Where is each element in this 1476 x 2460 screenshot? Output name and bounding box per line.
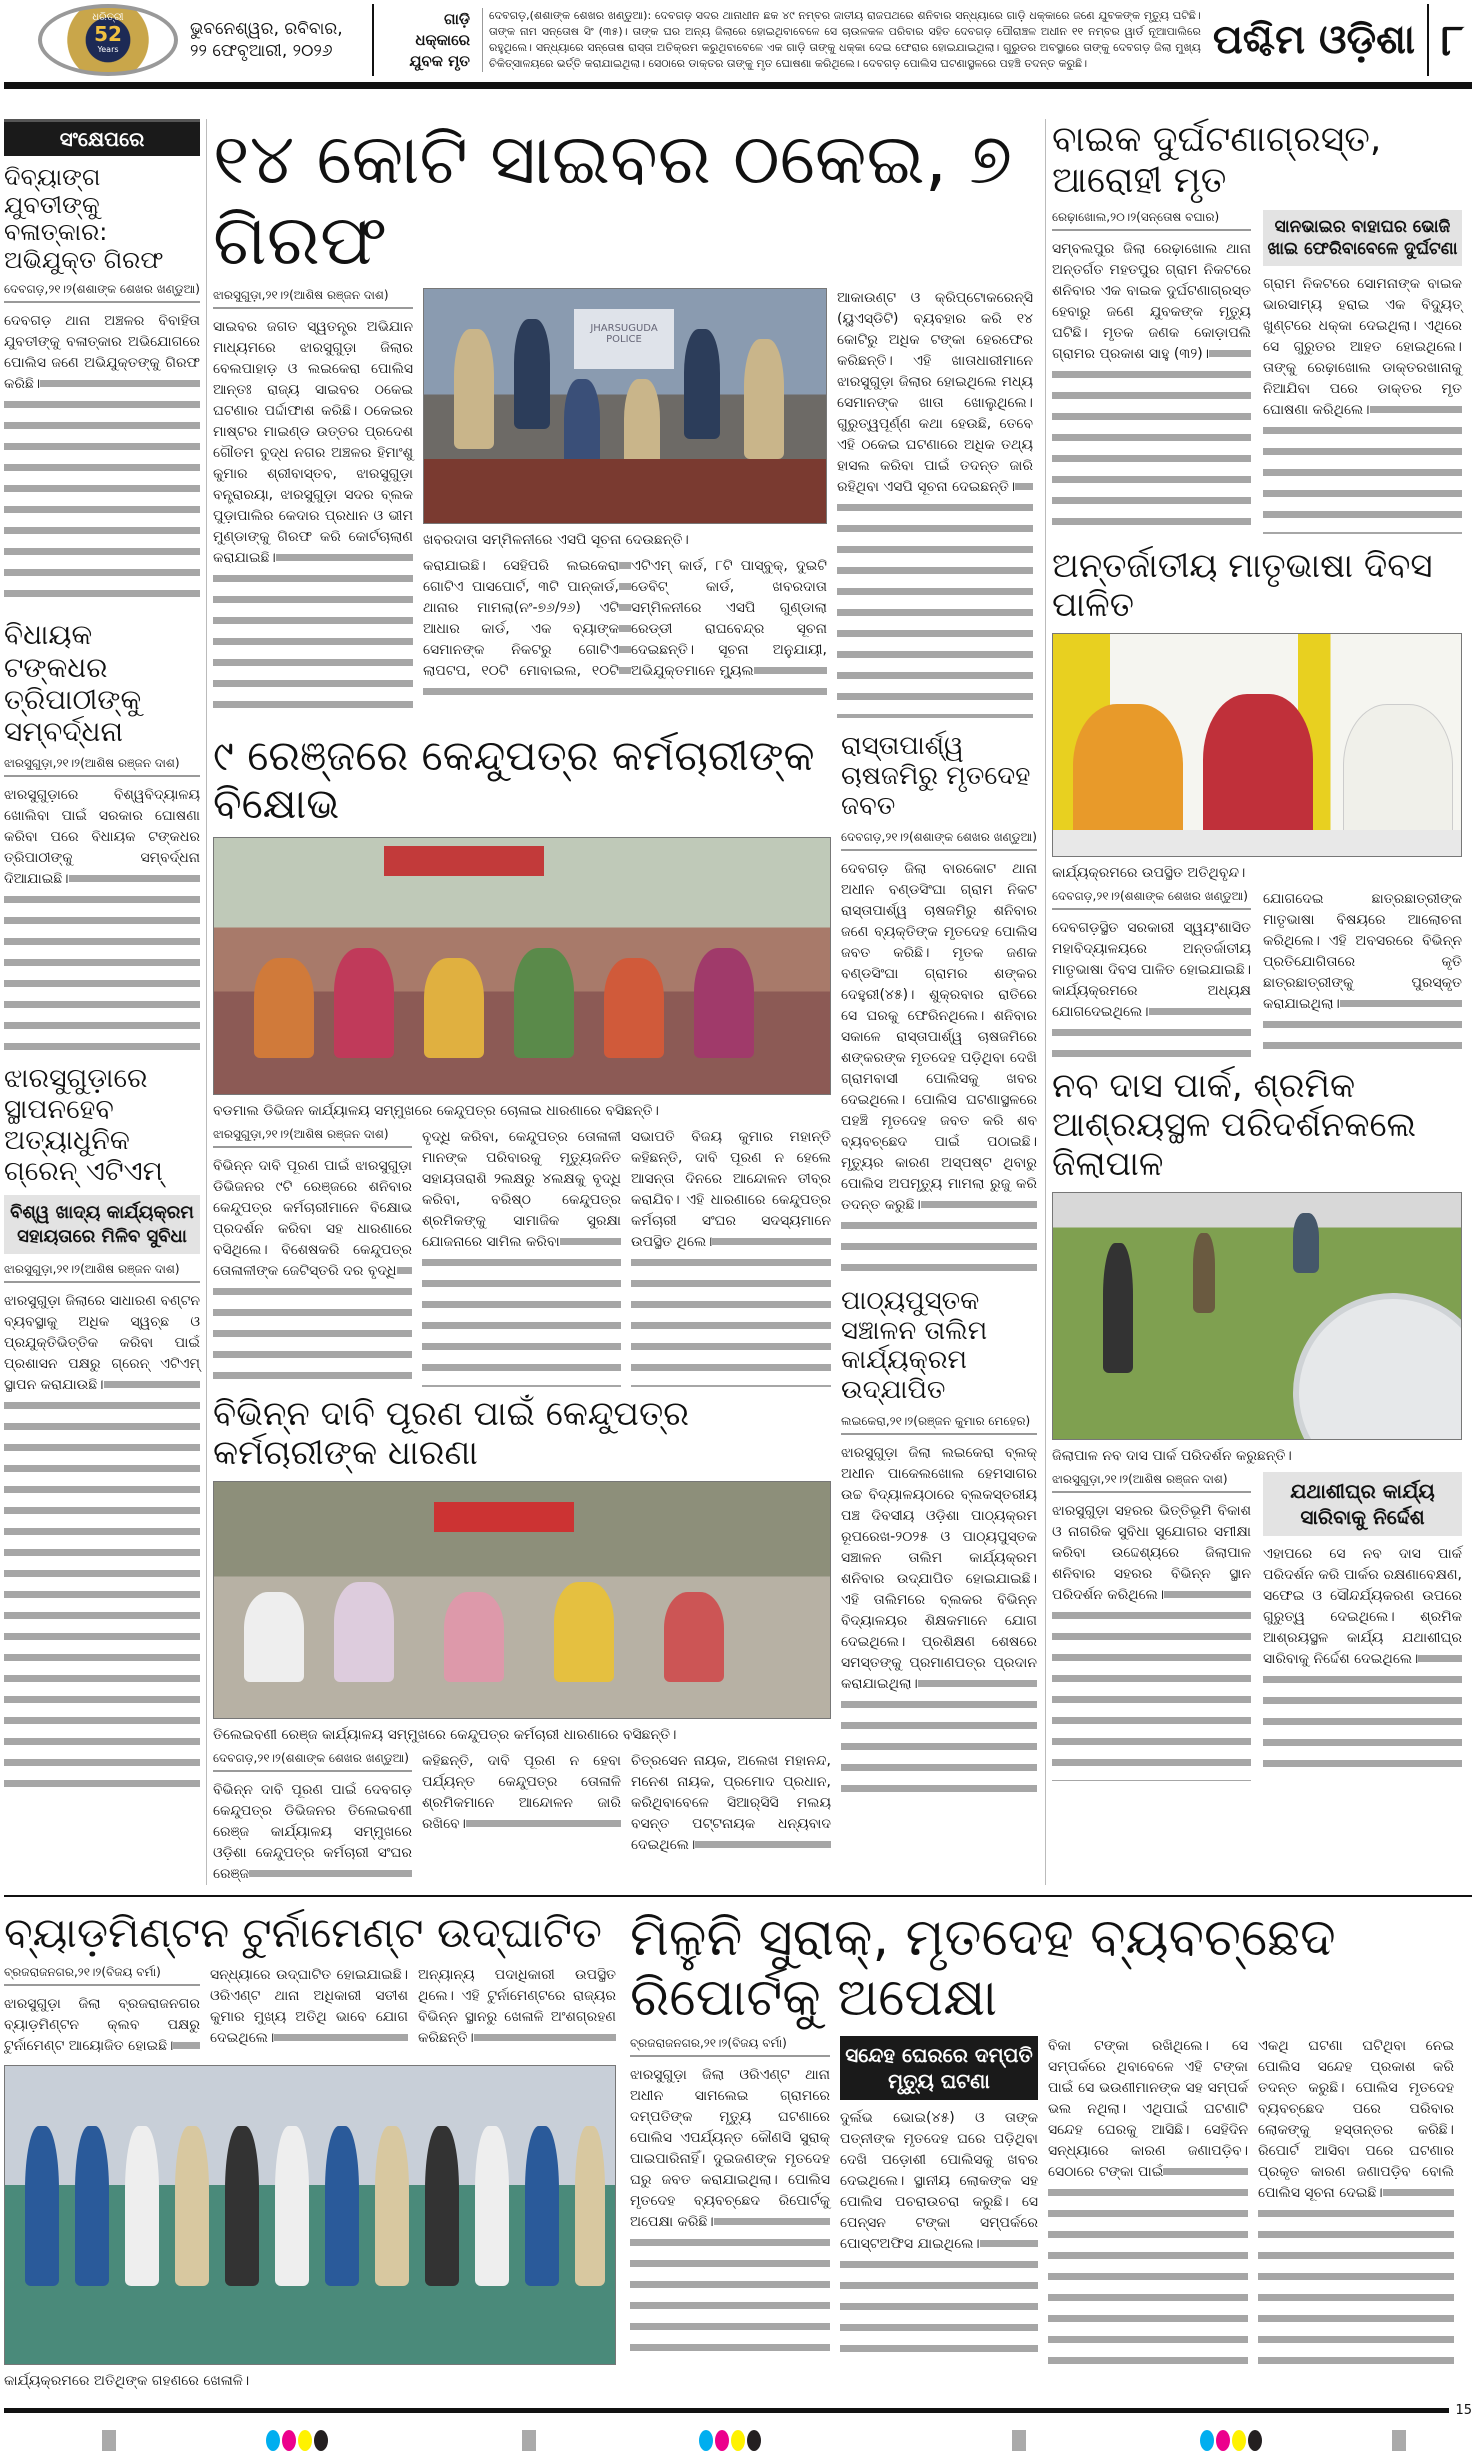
article-text: କହିଛନ୍ତି, ଦାବି ପୂରଣ ନ ହେବା ପର୍ଯ୍ୟନ୍ତ କେନ୍ଦୁପତ୍ର ତୋଳାଳି ଶ୍ରମିକମାନେ ଆନ୍ଦୋଳନ ଜାରି ରଖିବେ। [422,1752,621,1832]
section-title: ପଶ୍ଚିମ ଓଡ଼ିଶା [1212,17,1416,63]
article-body [4,1291,200,1791]
article-body [423,556,827,706]
gray-swatch [1012,2430,1026,2451]
article-body [4,311,200,611]
color-dot [1216,2430,1230,2451]
column-divider [206,119,207,1885]
article-body [837,288,1033,718]
middle-column [213,119,1039,1885]
logo-years-label: Years [97,45,119,54]
article-body [213,1780,412,1885]
color-dot [1232,2430,1246,2451]
article-text: ଆକାଉଣ୍ଟ ଓ କ୍ରିପ୍ଟୋକରେନ୍ସି (ୟୁଏସ୍‌ଡିଟି) ବ୍ୟବହାର କରି ୧୪ କୋଟିରୁ ଅଧିକ ଟଙ୍କା ହେରଫେର କରିଛନ୍ତି। ଏହି ଖାତାଧାରୀମାନେ ଝାରସୁଗୁଡ଼ା ଜିଲାର ହୋଇଥିଲେ ମଧ୍ୟ ସେମାନଙ୍କ ଖାତା ଖୋଲୁଥିଲେ। ଗୁରୁତ୍ୱପୂର୍ଣ୍ଣ କଥା ହେଉଛି, ତେବେ ଏହି ଠକେଇ ଘଟଣାରେ ଅଧିକ ତଥ୍ୟ ହାସଲ କରିବା ପାଇଁ ତଦନ୍ତ ଜାରି ରହିଥିବା ଏସପି ସୂଚନା ଦେଇଛନ୍ତି। [837,290,1033,495]
byline: ଦେବଗଡ଼,୨୧।୨(ଶଶାଙ୍କ ଶେଖର ଖଣ୍ଡୁଆ) [841,830,1037,851]
article-text: ଝାରସୁଗୁଡ଼ା ସହରର ଭିତ୍ତିଭୂମି ବିକାଶ ଓ ନାଗରିକ ସୁବିଧା ସୁଯୋଗର ସମୀକ୍ଷା କରିବା ଉଦ୍ଦେଶ୍ୟରେ ଜିଲାପାଳ ଶନିବାର ସହରର ବିଭିନ୍ନ ସ୍ଥାନ ପରିଦର୍ଶନ କରିଥିଲେ। [1052,1503,1251,1604]
article-text: ବିଭିନ୍ନ ଦାବି ପୂରଣ ପାଇଁ ଦେବଗଡ଼ କେନ୍ଦୁପତ୍ର ଡିଭିଜନର ତିଲେଇବଣୀ ରେଞ୍ଜ କାର୍ଯ୍ୟାଳୟ ସମ୍ମୁଖରେ ଓଡ଼ିଶା କେନ୍ଦୁପତ୍ର କର୍ମଚାରୀ ସଂଘର ରେଞ୍ଜ [213,1781,412,1882]
article-body [422,1127,621,1387]
subhead-box: ସାନଭାଇର ବାହାଘର ଭୋଜି ଖାଇ ଫେରିବାବେଳେ ଦୁର୍ଘଟଣା [1263,210,1462,266]
brief-label: ଗାଡ଼ି ଧକ୍କାରେ ଯୁବକ ମୃତ [409,9,470,70]
article-text: ଦେବଗଡ଼ସ୍ଥିତ ସରକାରୀ ସ୍ୱୟଂଶାସିତ ମହାବିଦ୍ୟାଳୟରେ ଅନ୍ତର୍ଜାତୀୟ ମାତୃଭାଷା ଦିବସ ପାଳିତ ହୋଇଯାଇଛି। କାର୍ଯ୍ୟକ୍ରମରେ ଅଧ୍ୟକ୍ଷ ଯୋଗଦେଇଥିଲେ। [1052,919,1251,1020]
photo-mother-language-day [1052,633,1462,857]
byline: ବ୍ରଜରାଜନଗର,୨୧।୨(ବିଜୟ ବର୍ମା) [4,1965,200,1986]
article-text: ଝାରସୁଗୁଡ଼ା ଜିଲା ଓରିଏଣ୍ଟ ଥାନା ଅଧୀନ ସାମଲେଇ ଗ୍ରାମରେ ଦମ୍ପତିଙ୍କ ମୃତ୍ୟୁ ଘଟଣାରେ ପୋଲିସ ଏପର୍ଯ୍ୟନ୍ତ କୌଣସି ସୁରାକ୍ ପାଇପାରିନାହିଁ। ଦୁଇଜଣଙ୍କ ମୃତଦେହ ଘରୁ ଜବତ କରାଯାଇଥିଲା। ପୋଲିସ ମୃତଦେହ ବ୍ୟବଚ୍ଛେଦ ରିପୋର୍ଟକୁ ଅପେକ୍ଷା କରିଛି। [630,2067,830,2231]
byline: ଦେବଗଡ଼,୨୧।୨(ଶଶାଙ୍କ ଶେଖର ଖଣ୍ଡୁଆ) [1052,889,1251,910]
article-text: ଏକଥି ଘଟଣା ଘଟିଥିବା ନେଇ ପୋଲିସ ସନ୍ଦେହ ପ୍ରକାଶ କରି ତଦନ୍ତ କରୁଛି। ପୋଲିସ ମୃତଦେହ ବ୍ୟବଚ୍ଛେଦ ପରେ ପରିବାର ଲୋକଙ୍କୁ ହସ୍ତାନ୍ତର କରିଛି। ରିପୋର୍ଟ ଆସିବା ପରେ ଘଟଣାର ପ୍ରକୃତ କାରଣ ଜଣାପଡ଼ିବ ବୋଲି ପୋଲିସ ସୂଚନା ଦେଇଛି। [1258,2038,1454,2202]
byline: ଦେବଗଡ଼,୨୧।୨(ଶଶାଙ୍କ ଶେଖର ଖଣ୍ଡୁଆ) [213,1751,412,1772]
left-column [4,119,200,1791]
photo-caption: କାର୍ଯ୍ୟକ୍ରମରେ ଉପସ୍ଥିତ ଅତିଥିବୃନ୍ଦ। [1052,864,1246,881]
brief-text: ଦେବଗଡ଼,(ଶଶାଙ୍କ ଶେଖର ଖଣ୍ଡୁଆ): ଦେବଗଡ଼ ସଦର ଥାନାଧୀନ ଛକ ୪୯ ନମ୍ବର ଜାତୀୟ ରାଜପଥରେ ଶନିବାର ସନ୍ଧ୍ୟାରେ ଗାଡ଼ି ଧକ୍କାରେ ଜଣେ ଯୁବକଙ୍କ ମୃତ୍ୟୁ ଘଟିଛି। ତାଙ୍କ ନାମ ସନ୍ତୋଷ ସିଂ (୩୫)। ତାଙ୍କ ଘର ଅନ୍ୟ ଜିଲାରେ ହୋଇଥିବାବେଳେ ସେ ଚାଉଳକଳ ପରିବାର ସହିତ ଦେବଗଡ଼ ପୌରାଞ୍ଚଳ ଅଧୀନ ୧୧ ନମ୍ବର ୱାର୍ଡ ନୂଆପାଲିରେ ରହୁଥିଲେ। ସନ୍ଧ୍ୟାରେ ସନ୍ତୋଷ ରାସ୍ତା ଅତିକ୍ରମ କରୁଥିବାବେଳେ ଏକ ଗାଡ଼ି ତାଙ୍କୁ ଧକ୍କା ଦେଇ ଫେରାର ହୋଇଯାଇଥିଲା। ଗୁରୁତର ଅବସ୍ଥାରେ ତାଙ୍କୁ ଦେବଗଡ଼ ଜିଲା ମୁଖ୍ୟ ଚିକିତ୍ସାଳୟରେ ଭର୍ତ୍ତି କରାଯାଇଥିଲା। ସେଠାରେ ଡାକ୍ତର ତାଙ୍କୁ ମୃତ ଘୋଷଣା କରିଥିଲେ। ଦେବଗଡ଼ ପୋଲିସ ଘଟଣାସ୍ଥଳରେ ପହଞ୍ଚି ତଦନ୍ତ କରୁଛି। [482,8,1201,72]
byline: ଦେବଗଡ଼,୨୧।୨(ଶଶାଙ୍କ ଶେଖର ଖଣ୍ଡୁଆ) [4,282,200,303]
article-body [1052,239,1251,539]
article-body [422,1751,621,1835]
article-body [210,1965,408,2049]
byline: ଝାରସୁଗୁଡ଼ା,୨୧।୨(ଆଶିଷ ରଞ୍ଜନ ଦାଶ) [213,288,413,309]
article-text: ଚିତ୍ରସେନ ନାୟକ, ଅଲେଖ ମହାନନ୍ଦ, ମନେଶ ନାୟକ, ପ୍ରମୋଦ ପ୍ରଧାନ, କରିଥିବାବେଳେ ସିଆର୍‌ସିସି ମଲୟ ବସନ୍ତ ପଟ୍ଟନାୟକ ଧନ୍ୟବାଦ ଦେଇଥିଲେ। [631,1752,831,1853]
article-text: ଗ୍ରାମ ନିକଟରେ ସୋମନାଙ୍କ ବାଇକ ଭାରସାମ୍ୟ ହରାଇ ଏକ ବିଦ୍ୟୁତ୍ ଖୁଣ୍ଟରେ ଧକ୍କା ଦେଇଥିଲା। ଏଥିରେ ସେ ଗୁରୁତର ଆହତ ହୋଇଥିଲେ। ତାଙ୍କୁ ରେଢ଼ାଖୋଲ ଡାକ୍ତରଖାନାକୁ ନିଆଯିବା ପରେ ଡାକ୍ତର ମୃତ ଘୋଷଣା କରିଥିଲେ। [1263,275,1462,418]
article-body [631,1751,831,1856]
section-label-box [4,119,200,156]
headline-bike-accident: ବାଇକ ଦୁର୍ଘଟଣାଗ୍ରସ୍ତ, ଆରୋହୀ ମୃତ [1052,119,1382,202]
color-dot [747,2430,761,2451]
edition-city-day: ଭୁବନେଶ୍ୱର, ରବିବାର, [190,19,343,39]
color-dot [298,2430,312,2451]
headline-couple-death: ମିଳୁନି ସୁରାକ୍, ମୃତଦେହ ବ୍ୟବଚ୍ଛେଦ ରିପୋର୍ଟକୁ ଅପେକ୍ଷା [630,1907,1336,2028]
page-number: ୮ [1441,14,1464,66]
article-text: ବିକା ଟଙ୍କା ରଖିଥିଲେ। ସେ ସମ୍ପର୍କରେ ଥିବାବେଳେ ଏହି ଟଙ୍କା ପାଇଁ ସେ ଭଉଣୀମାନଙ୍କ ସହ ସମ୍ପର୍କ ଭଲ ନଥିଲା। ଏଥିପାଇଁ ଘଟଣାଟି ସନ୍ଦେହ ଘେରକୁ ଆସିଛି। ସେହିଦିନ ସନ୍ଧ୍ୟାରେ କାରଣ ଜଣାପଡ଼ିବ। ସେଠାରେ ଟଙ୍କା ପାଇଁ [1048,2038,1248,2181]
article-text: ଅନ୍ୟାନ୍ୟ ପଦାଧିକାରୀ ଉପସ୍ଥିତ ଥିଲେ। ଏହି ଟୁର୍ନାମେଣ୍ଟରେ ରାଜ୍ୟର ବିଭିନ୍ନ ସ୍ଥାନରୁ ଖେଳାଳି ଅଂଶଗ୍ରହଣ କରିଛନ୍ତି। [418,1967,616,2047]
footer-rule [4,2408,1449,2413]
gray-swatch [522,2430,536,2451]
masthead [4,0,1472,76]
article-body [4,1994,200,2057]
article-body [1052,1501,1251,1781]
footer [4,2403,1472,2418]
photo-badminton [4,2065,616,2365]
byline: ଝାରସୁଗୁଡ଼ା,୨୧।୨(ଆଶିଷ ରଞ୍ଜନ ଦାଶ) [1052,1472,1251,1493]
color-dot [314,2430,328,2451]
article-text: ଦୁର୍ଲଭ ଭୋଇ(୪୫) ଓ ତାଙ୍କ ପତ୍ନୀଙ୍କ ମୃତଦେହ ଘରେ ପଡ଼ିଥିବା ଦେଖି ପଡ଼ୋଶୀ ପୋଲିସକୁ ଖବର ଦେଇଥିଲେ। ସ୍ଥାନୀୟ ଲୋକଙ୍କ ସହ ପୋଲିସ ପଚରାଉଚରା କରୁଛି। ସେ ପେନ୍‌ସନ ଟଙ୍କା ସମ୍ପର୍କରେ ପୋସ୍ଟଅଫିସ ଯାଇଥିଲେ। [840,2110,1038,2253]
headline-mla-felicitation: ବିଧାୟକ ଟଙ୍କଧର ତ୍ରିପାଠୀଙ୍କୁ ସମ୍ବର୍ଦ୍ଧନା [4,618,142,748]
headline-kendu-dharana: ବିଭିନ୍ନ ଦାବି ପୂରଣ ପାଇଁ କେନ୍ଦୁପତ୍ର କର୍ମଚାରୀଙ୍କ ଧାରଣା [213,1393,689,1473]
subhead-box: ସନ୍ଦେହ ଘେରରେ ଦମ୍ପତି ମୃତ୍ୟୁ ଘଟଣା [840,2036,1038,2100]
article-body [4,785,200,1055]
right-column [1052,119,1462,1781]
divider [372,4,374,76]
article-text: ସମ୍ବଲପୁର ଜିଲା ରେଢ଼ାଖୋଲ ଥାନା ଅନ୍ତର୍ଗତ ମହତପୁର ଗ୍ରାମ ନିକଟରେ ଶନିବାର ଏକ ବାଇକ ଦୁର୍ଘଟଣାଗ୍ରସ୍ତ ହେବାରୁ ଜଣେ ଯୁବକଙ୍କ ମୃତ୍ୟୁ ଘଟିଛି। ମୃତକ ଜଣକ କୋଡ଼ାପଲି ଗ୍ରାମର ପ୍ରକାଶ ସାହୁ (୩୨)। [1052,240,1251,362]
subhead-box: ଯଥାଶୀଘ୍ର କାର୍ଯ୍ୟ ସାରିବାକୁ ନିର୍ଦ୍ଦେଶ [1263,1472,1462,1536]
byline: ଝାରସୁଗୁଡ଼ା,୨୧।୨(ଆଶିଷ ରଞ୍ଜନ ଦାଶ) [213,1127,412,1148]
color-dot [1200,2430,1214,2451]
photo-caption: ଖବରଦାତା ସମ୍ମିଳନୀରେ ଏସପି ସୂଚନା ଦେଉଛନ୍ତି। [423,532,689,548]
color-dot [715,2430,729,2451]
article-body [418,1965,616,2049]
article-text: ଝାରସୁଗୁଡ଼ା ଜିଲା ଲଇକେରା ବ୍ଲକ୍ ଅଧୀନ ପାକେଲଖୋଲ ହେମସାଗର ଉଚ୍ଚ ବିଦ୍ୟାଳୟଠାରେ ବ୍ଲକସ୍ତରୀୟ ପଞ୍ଚ ଦିବସୀୟ ଓଡ଼ିଶା ପାଠ୍ୟକ୍ରମ ରୂପରେଖ-୨୦୨୫ ଓ ପାଠ୍ୟପୁସ୍ତକ ସଞ୍ଚାଳନ ତାଲିମ କାର୍ଯ୍ୟକ୍ରମ ଶନିବାର ଉଦ୍‌ଯାପିତ ହୋଇଯାଇଛି। ଏହି ତାଲିମରେ ବ୍ଲକର ବିଭିନ୍ନ ବିଦ୍ୟାଳୟର ଶିକ୍ଷକମାନେ ଯୋଗ ଦେଇଥିଲେ। ପ୍ରଶିକ୍ଷଣ ଶେଷରେ ସମସ୍ତଙ୍କୁ ପ୍ରମାଣପତ୍ର ପ୍ରଦାନ କରାଯାଇଥିଲା। [841,1445,1037,1693]
byline: ରେଢ଼ାଖୋଲ,୨୦।୨(ସନ୍ତୋଷ ବଘାର) [1052,210,1251,231]
article-text: କରାଯାଇଛି। ସେହିପରି ଲଇକେରା ଗୋଟିଏ ପାସପୋର୍ଟ, ୩ଟି ପାନ୍‌କାର୍ଡ, ଥାନାର ମାମଲା(ନଂ-୭୬/୨୬) ଏଟି ଆଧାର କାର୍ଡ, ଏକ ବ୍ୟାଙ୍କ ସେମାନଙ୍କ ନିକଟରୁ ଗୋଟିଏ ଲାପଟପ, ୧୦ଟି ମୋବାଇଲ, ୧୦ଟି ଏଟିଏମ୍ କାର୍ଡ, ୮ଟି ପାସ୍‌ବୁକ୍, ଦୁଇଟି ଡେବିଟ୍ କାର୍ଡ, ଖବରଦାତା ସମ୍ମିଳନୀରେ ଏସପି ଗୁଣ୍ଡାଲା ରେଡ୍ଡୀ ରାଘବେନ୍ଦ୍ର ସୂଚନା ଦେଇଛନ୍ତି। ସୂଚନା ଅନୁଯାୟୀ, ଅଭିଯୁକ୍ତମାନେ ମ୍ୟୁଲ [423,558,827,679]
section-rule [4,1895,1472,1897]
article-text: ବୃଦ୍ଧି କରିବା, କେନ୍ଦୁପତ୍ର ତୋଳାଳୀ ମାନଙ୍କ ପରିବାରକୁ ମୃତ୍ୟୁଜନିତ ସହାୟତାରାଶି ୨ଲକ୍ଷରୁ ୪ଲକ୍ଷକୁ ବୃଦ୍ଧି କରିବା, ବରିଷ୍ଠ କେନ୍ଦୁପତ୍ର ଶ୍ରମିକଙ୍କୁ ସାମାଜିକ ସୁରକ୍ଷା ଯୋଜନାରେ ସାମିଲ କରିବା [422,1128,621,1250]
headline-badminton: ବ୍ୟାଡ଼ମିଣ୍ଟନ ଟୁର୍ନାମେଣ୍ଟ ଉଦ୍‌ଘାଟିତ [4,1907,602,1957]
logo-text: ଧରିତ୍ରୀ [92,12,124,23]
article-text: ଝାରସୁଗୁଡ଼ା ଜିଲା ବ୍ରଜରାଜନଗର ବ୍ୟାଡ଼ମିଣ୍ଟନ କ୍ଲବ ପକ୍ଷରୁ ଟୁର୍ନାମେଣ୍ଟ ଆୟୋଜିତ ହୋଇଛି। [4,1996,200,2055]
photo-caption: ବଡମାଲ ଡିଭିଜନ କାର୍ଯ୍ୟାଳୟ ସମ୍ମୁଖରେ କେନ୍ଦୁପତ୍ର ଚୋଳାଇ ଧାରଣାରେ ବସିଛନ୍ତି। [213,1102,659,1119]
article-body [1263,1544,1462,1774]
photo-protest [213,837,831,1095]
photo-caption: କାର୍ଯ୍ୟକ୍ରମରେ ଅତିଥିଙ୍କ ଗହଣରେ ଖେଳାଳି। [4,2373,250,2390]
main-headline: ୧୪ କୋଟି ସାଇବର ଠକେଇ, ୭ ଗିରଫ [213,118,1013,281]
section-label: ସଂକ୍ଷେପରେ [59,127,145,151]
edition-date: ୨୨ ଫେବୃଆରୀ, ୨୦୨୬ [190,41,333,61]
color-dot [266,2430,280,2451]
article-body [840,2108,1038,2358]
headline-body-found: ରାସ୍ତାପାର୍ଶ୍ୱ ଚାଷଜମିରୁ ମୃତଦେହ ଜବତ [841,731,1031,821]
column-divider [1045,119,1046,1885]
headline-grain-atm: ଝାରସୁଗୁଡ଼ାରେ ସ୍ଥାପନହେବ ଅତ୍ୟାଧୁନିକ ଗ୍ରେନ୍ ଏଟିଏମ୍ [4,1063,163,1188]
article-body [213,317,413,717]
photo-caption: ଜିଲାପାଳ ନବ ଦାସ ପାର୍କ ପରିଦର୍ଶନ କରୁଛନ୍ତି। [1052,1448,1292,1465]
article-text: ଦେବଗଡ଼ ଥାନା ଅଞ୍ଚଳର ବିବାହିତା ଯୁବତୀଙ୍କୁ ବଳାତ୍କାର ଅଭିଯୋଗରେ ପୋଲିସ ଜଣେ ଅଭିଯୁକ୍ତଙ୍କୁ ଗିରଫ କରିଛି। [4,313,200,393]
divider [1427,4,1429,76]
article-body [1052,918,1251,1058]
color-dot [1248,2430,1262,2451]
article-body [1048,2036,1248,2366]
article-text: ଝାରସୁଗୁଡ଼ାରେ ବିଶ୍ୱବିଦ୍ୟାଳୟ ଖୋଲିବା ପାଇଁ ସରକାର ଘୋଷଣା କରିବା ପରେ ବିଧାୟକ ଟଙ୍କଧର ତ୍ରିପାଠୀଙ୍କୁ ସମ୍ବର୍ଦ୍ଧନା ଦିଆଯାଇଛି। [4,787,200,888]
article-text: ସଭାପତି ବିଜୟ କୁମାର ମହାନ୍ତି କହିଛନ୍ତି, ଦାବି ପୂରଣ ନ ହେଲେ ଆସନ୍ତା ଦିନରେ ଆନ୍ଦୋଳନ ତୀବ୍ର କରାଯିବ। ଏହି ଧାରଣାରେ କେନ୍ଦୁପତ୍ର କର୍ମଚାରୀ ସଂଘର ସଦସ୍ୟମାନେ ଉପସ୍ଥିତ ଥିଲେ। [631,1128,831,1250]
registration-marks [4,2430,1472,2460]
article-body [1263,274,1462,534]
byline: ବ୍ରଜରାଜନଗର,୨୧।୨(ବିଜୟ ବର୍ମା) [630,2036,830,2057]
byline: ଲଇକେରା,୨୧।୨(ରଞ୍ଜନ କୁମାର ମେହେର) [841,1414,1037,1435]
headline-range-protest: ୯ ରେଞ୍ଜରେ କେନ୍ଦୁପତ୍ର କର୍ମଚାରୀଙ୍କ ବିକ୍ଷୋଭ [213,731,815,829]
article-body [630,2065,830,2365]
photo-caption: ତିଲେଇବଣୀ ରେଞ୍ଜ କାର୍ଯ୍ୟାଳୟ ସମ୍ମୁଖରେ କେନ୍ଦୁପତ୍ର କର୍ମଚାରୀ ଧାରଣାରେ ବସିଛନ୍ତି। [213,1726,677,1743]
photo-press-meet [423,288,827,524]
byline: ଝାରସୁଗୁଡ଼ା,୨୧।୨(ଆଶିଷ ରଞ୍ଜନ ଦାଶ) [4,756,200,777]
bottom-section [4,1909,1472,2389]
article-body [631,1127,831,1387]
headline-mother-language-day: ଅନ୍ତର୍ଜାତୀୟ ମାତୃଭାଷା ଦିବସ ପାଳିତ [1052,545,1433,625]
top-section [4,119,1472,1885]
article-text: ଦେବଗଡ଼ ଜିଲା ବାରକୋଟ ଥାନା ଅଧୀନ ବଣ୍ଡସିଂଘା ଗ୍ରାମ ନିକଟ ରାସ୍ତାପାର୍ଶ୍ୱ ଚାଷଜମିରୁ ଶନିବାର ଜଣେ ବ୍ୟକ୍ତିଙ୍କ ମୃତଦେହ ପୋଲିସ ଜବତ କରିଛି। ମୃତକ ଜଣକ ବଣ୍ଡସିଂଘା ଗ୍ରାମର ଶଙ୍କର ଦେହୁରୀ(୪୫)। ଶୁକ୍ରବାର ରାତିରେ ସେ ଘରକୁ ଫେରିନଥିଲେ। ଶନିବାର ସକାଳେ ରାସ୍ତାପାର୍ଶ୍ୱ ଚାଷଜମିରେ ଶଙ୍କରଙ୍କ ମୃତଦେହ ପଡ଼ିଥିବା ଦେଖି ଗ୍ରାମବାସୀ ପୋଲିସକୁ ଖବର ଦେଇଥିଲେ। ପୋଲିସ ଘଟଣାସ୍ଥଳରେ ପହଞ୍ଚି ମୃତଦେହ ଜବତ କରି ଶବ ବ୍ୟବଚ୍ଛେଦ ପାଇଁ ପଠାଇଛି। ମୃତ୍ୟୁର କାରଣ ଅସ୍ପଷ୍ଟ ଥିବାରୁ ପୋଲିସ ଅପମୃତ୍ୟୁ ମାମଲା ରୁଜୁ କରି ତଦନ୍ତ କରୁଛି। [841,860,1037,1213]
article-text: ଝାରସୁଗୁଡ଼ା ଜିଲାରେ ସାଧାରଣ ବଣ୍ଟନ ବ୍ୟବସ୍ଥାକୁ ଅଧିକ ସ୍ୱଚ୍ଛ ଓ ପ୍ରଯୁକ୍ତିଭିତ୍ତିକ କରିବା ପାଇଁ ପ୍ରଶାସନ ପକ୍ଷରୁ ଗ୍ରେନ୍ ଏଟିଏମ୍ ସ୍ଥାପନ କରାଯାଉଛି। [4,1293,200,1394]
masthead-rule [4,82,1472,89]
byline: ଝାରସୁଗୁଡ଼ା,୨୧।୨(ଆଶିଷ ରଞ୍ଜନ ଦାଶ) [4,1262,200,1283]
headline-textbook-training: ପାଠ୍ୟପୁସ୍ତକ ସଞ୍ଚାଳନ ତାଲିମ କାର୍ଯ୍ୟକ୍ରମ ଉଦ୍‌ଯାପିତ [841,1285,988,1406]
article-text: ବିଭିନ୍ନ ଦାବି ପୂରଣ ପାଇଁ ଝାରସୁଗୁଡ଼ା ଡିଭିଜନର ୯ଟି ରେଞ୍ଜରେ ଶନିବାର କେନ୍ଦୁପତ୍ର କର୍ମଚାରୀମାନେ ବିକ୍ଷୋଭ ପ୍ରଦର୍ଶନ କରିବା ସହ ଧାରଣାରେ ବସିଥିଲେ। ବିଶେଷକରି କେନ୍ଦୁପତ୍ର ତୋଳାଳୀଙ୍କ ଜେଟିସ୍ତରି ଦର ବୃଦ୍ଧି [213,1157,412,1279]
article-body [213,1156,412,1386]
article-body [841,1443,1037,1803]
logo-years-number: 52 [94,22,122,46]
article-body [1263,889,1462,1059]
headline-park-visit: ନବ ଦାସ ପାର୍କ, ଶ୍ରମିକ ଆଶ୍ରୟସ୍ଥଳ ପରିଦର୍ଶନକଲେ ଜିଲାପାଳ [1052,1065,1417,1185]
article-text: ଏହାପରେ ସେ ନବ ଦାସ ପାର୍କ ପରିଦର୍ଶନ କରି ପାର୍କର ରକ୍ଷଣାବେକ୍ଷଣ, ସଫେଇ ଓ ସୌନ୍ଦର୍ଯ୍ୟକରଣ ଉପରେ ଗୁରୁତ୍ୱ ଦେଇଥିଲେ। ଶ୍ରମିକ ଆଶ୍ରୟସ୍ଥଳ କାର୍ଯ୍ୟ ଯଥାଶୀଘ୍ର ସାରିବାକୁ ନିର୍ଦ୍ଦେଶ ଦେଇଥିଲେ। [1263,1546,1462,1668]
article-text: ଯୋଗଦେଇ ଛାତ୍ରଛାତ୍ରୀଙ୍କ ମାତୃଭାଷା ବିଷୟରେ ଆଲୋଚନା କରିଥିଲେ। ଏହି ଅବସରରେ ବିଭିନ୍ନ ପ୍ରତିଯୋଗିତାରେ କୃତି ଛାତ୍ରଛାତ୍ରୀଙ୍କୁ ପୁରସ୍କୃତ କରାଯାଇଥିଲା। [1263,890,1462,1012]
article-text: ସାଇବର ଜଗତ ସ୍ୱତନ୍ତ୍ର ଅଭିଯାନ ମାଧ୍ୟମରେ ଝାରସୁଗୁଡ଼ା ଜିଲାର ବେଲପାହାଡ଼ ଓ ଲଇକେରା ପୋଲିସ ଆନ୍ତଃ ରାଜ୍ୟ ସାଇବର ଠକେଇ ଘଟଣାର ପର୍ଦ୍ଦାଫାଶ କରିଛି। ଠକେଇର ମାଷ୍ଟର ମାଇଣ୍ଡ ଉତ୍ତର ପ୍ରଦେଶ ଗୌତମ ବୁଦ୍ଧ ନଗର ଅଞ୍ଚଳର ହିମାଂଶୁ କୁମାର ଶ୍ରୀବାସ୍ତବ, ଝାରସୁଗୁଡ଼ା ବନ୍ତ୍ରାରୟା, ଝାରସୁଗୁଡ଼ା ସଦର ବ୍ଲକ ପୁଡ଼ାପାଲିର କେଦାର ପ୍ରଧାନ ଓ ଭୀମ ମୁଣ୍ଡାଙ୍କୁ ଗିରଫ କରି କୋର୍ଟଚାଲାଣ କରାଯାଇଛି। [213,319,413,566]
article-body [1258,2036,1454,2366]
color-dot [731,2430,745,2451]
photo-dharana [213,1481,831,1719]
color-dot [699,2430,713,2451]
gray-swatch [1392,2430,1406,2451]
gray-swatch [102,2430,116,2451]
article-text: ସନ୍ଧ୍ୟାରେ ଉଦ୍‌ଘାଟିତ ହୋଇଯାଇଛି। ଓରିଏଣ୍ଟ ଥାନା ଅଧିକାରୀ ସତୀଶ କୁମାର ମୁଖ୍ୟ ଅତିଥି ଭାବେ ଯୋଗ ଦେଇଥିଲେ। [210,1967,408,2047]
anniversary-logo [38,4,178,76]
article-body [841,859,1037,1279]
color-dot [282,2430,296,2451]
subhead-box: ବିଶ୍ୱ ଖାଦ୍ୟ କାର୍ଯ୍ୟକ୍ରମ ସହାୟତାରେ ମିଳିବ ସୁବିଧା [4,1195,200,1254]
police-banner: JHARSUGUDA POLICE [574,309,674,369]
photo-park-visit [1052,1192,1462,1440]
footer-page-number: 15 [1455,2403,1472,2419]
headline-brief-1: ଦିବ୍ୟାଙ୍ଗ ଯୁବତୀଙ୍କୁ ବଳାତ୍କାର: ଅଭିଯୁକ୍ତ ଗିରଫ [4,163,164,274]
